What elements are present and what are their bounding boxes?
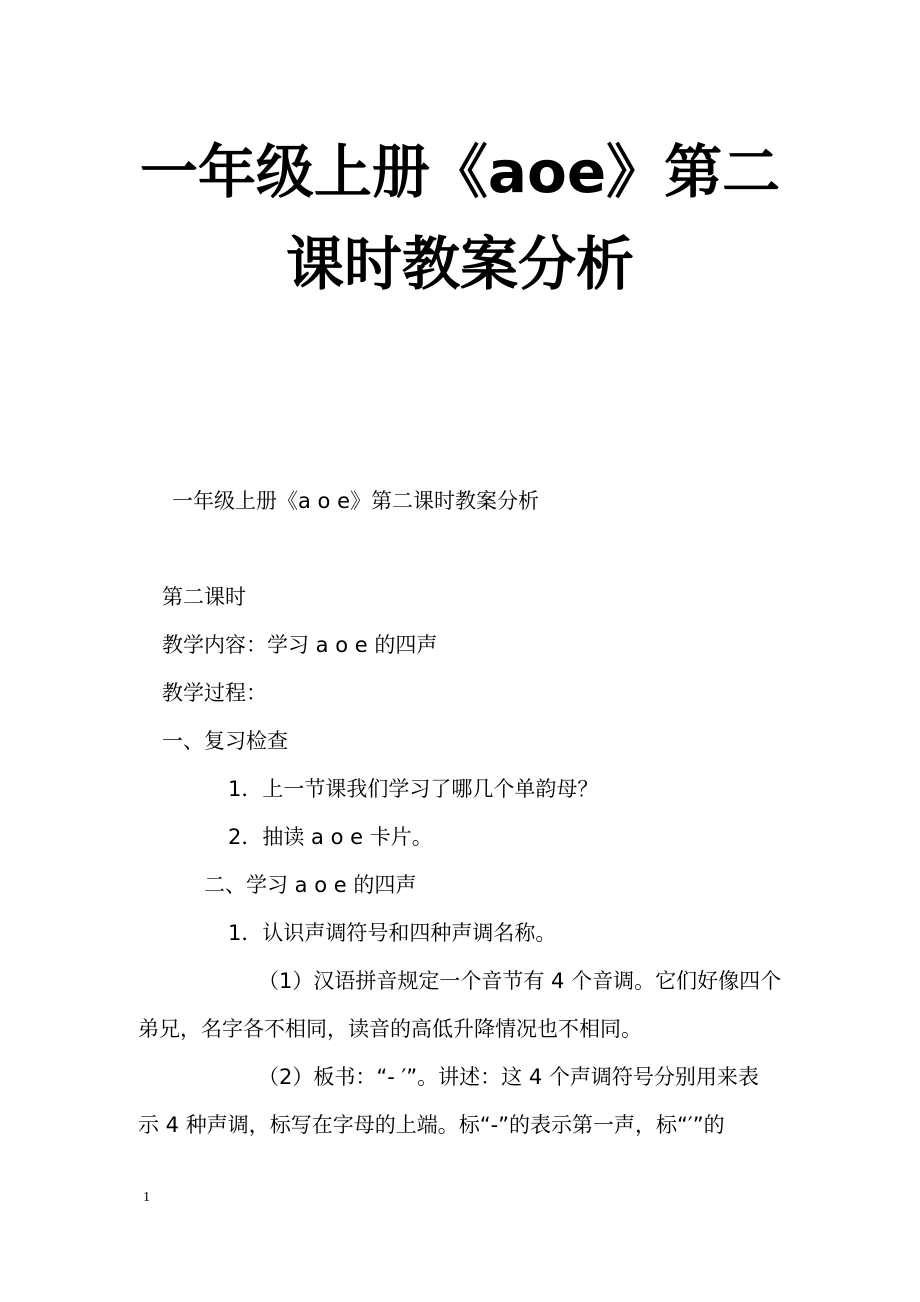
teaching-content: 教学内容：学习 a o e 的四声 bbox=[162, 633, 438, 657]
step2-heading: 二、学习 a o e 的四声 bbox=[204, 873, 417, 897]
section-period: 第二课时 bbox=[162, 585, 246, 609]
paragraph-1-line-1: （1）汉语拼音规定一个音节有 4 个音调。它们好像四个 bbox=[258, 969, 782, 993]
paragraph-2-line-2: 示 4 种声调，标写在字母的上端。标“-”的表示第一声，标“′”的 bbox=[138, 1113, 725, 1137]
subtitle: 一年级上册《a o e》第二课时教案分析 bbox=[172, 489, 539, 513]
step2-item-1: 1．认识声调符号和四种声调名称。 bbox=[228, 921, 557, 945]
title-line-2: 课时教案分析 bbox=[285, 230, 634, 298]
step1-item-1: 1．上一节课我们学习了哪几个单韵母？ bbox=[228, 777, 599, 801]
title-line-1: 一年级上册《aoe》第二 bbox=[139, 138, 781, 206]
step1-item-2: 2．抽读 a o e 卡片。 bbox=[228, 825, 433, 849]
paragraph-2-line-1: （2）板书：“- ′”。讲述：这 4 个声调符号分别用来表 bbox=[258, 1065, 759, 1089]
step1-heading: 一、复习检查 bbox=[162, 729, 288, 753]
paragraph-1-line-2: 弟兄，名字各不相同，读音的高低升降情况也不相同。 bbox=[138, 1017, 642, 1041]
teaching-process-label: 教学过程： bbox=[162, 681, 267, 705]
page-number: 1 bbox=[143, 1190, 150, 1205]
